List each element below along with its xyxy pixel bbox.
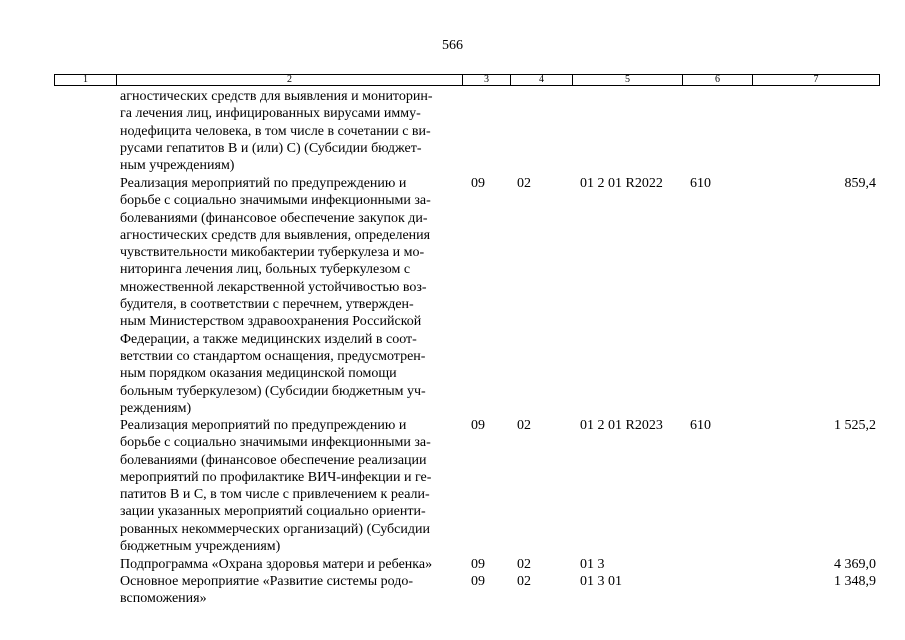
column-header-4: 4: [511, 75, 573, 86]
row-expense-type: 610: [690, 418, 711, 433]
row-amount: 859,4: [844, 176, 876, 191]
row-description: Реализация мероприятий по предупреждению и борьбе с социально значимыми инфекционными за- болеваниями (финансовое обеспечение закупок ди- агностических средств для выявления, определения чувствительности микобактерии туберкулеза и мо- ниторинга лечения лиц, больных туберкулезом с множественной лекарственной устойчивостью воз- будителя, в соответствии с перечнем, утвержден- ным Министерством здравоохранения Российской Федерации, а также медицинских изделий в соот- ветствии со стандартом оснащения, предусмотрен- ным порядком оказания медицинской помощи больным туберкулезом) (Субсидии бюджетным уч- реждениям): [120, 176, 431, 416]
row-section-code: 09: [471, 176, 485, 191]
column-header-2: 2: [117, 75, 463, 86]
page-number: 566: [442, 38, 463, 53]
row-description: Подпрограмма «Охрана здоровья матери и ребенка»: [120, 557, 433, 572]
row-amount: 4 369,0: [834, 557, 876, 572]
row-subsection-code: 02: [517, 176, 531, 191]
row-section-code: 09: [471, 557, 485, 572]
column-header-row: [55, 75, 880, 86]
row-expense-type: 610: [690, 176, 711, 191]
row-subsection-code: 02: [517, 574, 531, 589]
row-description: агностических средств для выявления и мониторин- га лечения лиц, инфицированных вирусами имму- нодефицита человека, в том числе в сочетании с ви- русами гепатитов В и (или) С) (Субсидии бюджет- ным учреждениям): [120, 89, 433, 174]
row-subsection-code: 02: [517, 557, 531, 572]
row-amount: 1 525,2: [834, 418, 876, 433]
row-target-code: 01 2 01 R2023: [580, 418, 663, 433]
column-header-3: 3: [463, 75, 511, 86]
row-amount: 1 348,9: [834, 574, 876, 589]
row-target-code: 01 2 01 R2022: [580, 176, 663, 191]
row-description: Реализация мероприятий по предупреждению и борьбе с социально значимыми инфекционными за- болеваниями (финансовое обеспечение реализации мероприятий по профилактике ВИЧ-инфекции и ге- патитов В и С, в том числе с привлечением к реали- зации указанных мероприятий социально ориенти- рованных некоммерческих организаций) (Субсидии бюджетным учреждениям): [120, 418, 432, 555]
row-description: Основное мероприятие «Развитие системы родо- вспоможения»: [120, 574, 413, 607]
row-section-code: 09: [471, 418, 485, 433]
column-header-5: 5: [573, 75, 683, 86]
row-target-code: 01 3 01: [580, 574, 622, 589]
column-header-table: [54, 74, 880, 86]
row-subsection-code: 02: [517, 418, 531, 433]
column-header-7: 7: [753, 75, 880, 86]
column-header-6: 6: [683, 75, 753, 86]
row-section-code: 09: [471, 574, 485, 589]
row-target-code: 01 3: [580, 557, 605, 572]
column-header-1: 1: [55, 75, 117, 86]
